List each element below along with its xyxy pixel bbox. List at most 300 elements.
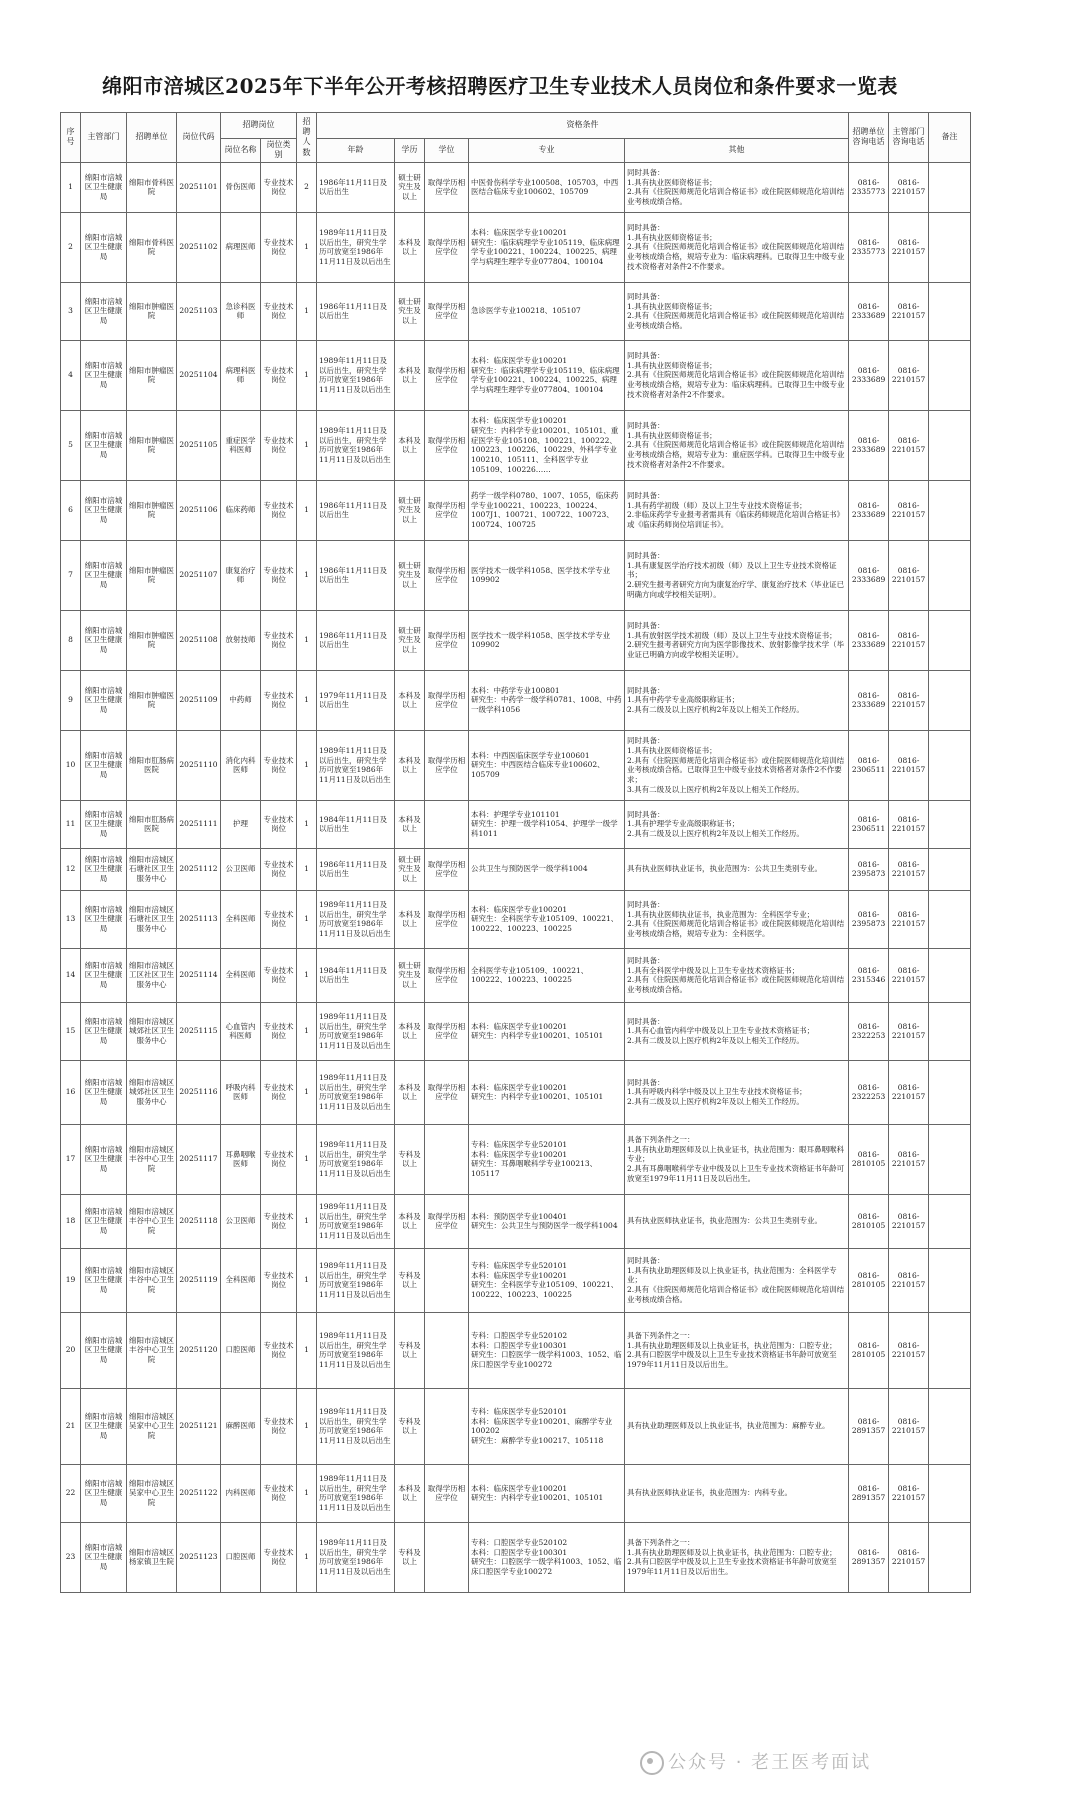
cell-count: 1 <box>297 340 317 410</box>
cell-code: 20251120 <box>177 1312 221 1388</box>
cell-degree: 取得学历相应学位 <box>425 1060 469 1124</box>
cell-dept-phone: 0816-2210157 <box>889 1388 929 1464</box>
cell-dept-phone: 0816-2210157 <box>889 1248 929 1312</box>
cell-unit: 绵阳市骨科医院 <box>127 162 177 212</box>
cell-age: 1989年11月11日及以后出生，研究生学历可放宽至1986年11月11日及以后出生 <box>317 1248 395 1312</box>
cell-unit-phone: 0816-2333689 <box>849 670 889 730</box>
cell-post-type: 专业技术岗位 <box>261 1002 297 1060</box>
cell-post-type: 专业技术岗位 <box>261 1312 297 1388</box>
cell-count: 1 <box>297 948 317 1002</box>
cell-edu: 硕士研究生及以上 <box>395 162 425 212</box>
cell-remark <box>929 948 971 1002</box>
cell-post-name: 口腔医师 <box>221 1522 261 1592</box>
cell-other: 同时具备： 1.具有执业医师资格证书； 2.具有《住院医师规范化培训合格证书》或住院医师规范化培训结业考核成绩合格。 <box>625 282 849 340</box>
cell-age: 1989年11月11日及以后出生，研究生学历可放宽至1986年11月11日及以后出生 <box>317 1060 395 1124</box>
cell-seq: 17 <box>61 1124 81 1194</box>
cell-major: 专科：口腔医学专业520102 本科：口腔医学专业100301 研究生：口腔医学一级学科1003、1052、临床口腔医学专业100272 <box>469 1522 625 1592</box>
cell-remark <box>929 1312 971 1388</box>
cell-post-type: 专业技术岗位 <box>261 212 297 282</box>
cell-post-name: 临床药师 <box>221 480 261 540</box>
cell-seq: 3 <box>61 282 81 340</box>
cell-edu: 本科及以上 <box>395 890 425 948</box>
cell-age: 1986年11月11日及以后出生 <box>317 162 395 212</box>
cell-post-name: 骨伤医师 <box>221 162 261 212</box>
cell-major: 本科：临床医学专业100201 研究生：内科学专业100201、105101 <box>469 1002 625 1060</box>
cell-code: 20251118 <box>177 1194 221 1248</box>
cell-degree: 取得学历相应学位 <box>425 848 469 890</box>
cell-dept: 绵阳市涪城区卫生健康局 <box>81 730 127 800</box>
header-unit-phone: 招聘单位咨询电话 <box>849 113 889 163</box>
cell-post-type: 专业技术岗位 <box>261 948 297 1002</box>
cell-major: 本科：护理学专业101101 研究生：护理一级学科1054、护理学一级学科1011 <box>469 800 625 848</box>
cell-degree: 取得学历相应学位 <box>425 340 469 410</box>
cell-count: 1 <box>297 890 317 948</box>
cell-edu: 专科及以上 <box>395 1124 425 1194</box>
page-title: 绵阳市涪城区2025年下半年公开考核招聘医疗卫生专业技术人员岗位和条件要求一览表 <box>102 74 898 98</box>
cell-seq: 21 <box>61 1388 81 1464</box>
cell-unit: 绵阳市肿瘤医院 <box>127 340 177 410</box>
cell-dept-phone: 0816-2210157 <box>889 670 929 730</box>
cell-dept: 绵阳市涪城区卫生健康局 <box>81 212 127 282</box>
cell-dept-phone: 0816-2210157 <box>889 730 929 800</box>
cell-dept-phone: 0816-2210157 <box>889 610 929 670</box>
header-seq: 序号 <box>61 113 81 163</box>
cell-edu: 本科及以上 <box>395 1464 425 1522</box>
cell-unit-phone: 0816-2333689 <box>849 610 889 670</box>
cell-remark <box>929 282 971 340</box>
cell-count: 1 <box>297 670 317 730</box>
cell-post-type: 专业技术岗位 <box>261 1194 297 1248</box>
cell-edu: 本科及以上 <box>395 800 425 848</box>
cell-edu: 专科及以上 <box>395 1388 425 1464</box>
cell-count: 1 <box>297 730 317 800</box>
cell-count: 1 <box>297 1060 317 1124</box>
cell-other: 同时具备： 1.具有呼吸内科学中级及以上卫生专业技术资格证书； 2.具有二级及以上医疗机构2年及以上相关工作经历。 <box>625 1060 849 1124</box>
cell-major: 本科：中药学专业100801 研究生：中药学一级学科0781、1008、中药一级学科1056 <box>469 670 625 730</box>
cell-count: 1 <box>297 1522 317 1592</box>
cell-count: 1 <box>297 1194 317 1248</box>
cell-edu: 本科及以上 <box>395 340 425 410</box>
cell-code: 20251101 <box>177 162 221 212</box>
cell-unit-phone: 0816-2333689 <box>849 540 889 610</box>
cell-age: 1989年11月11日及以后出生，研究生学历可放宽至1986年11月11日及以后出生 <box>317 890 395 948</box>
cell-age: 1986年11月11日及以后出生 <box>317 282 395 340</box>
cell-degree: 取得学历相应学位 <box>425 1002 469 1060</box>
table-row <box>61 162 971 212</box>
cell-seq: 8 <box>61 610 81 670</box>
cell-dept-phone: 0816-2210157 <box>889 1002 929 1060</box>
cell-seq: 14 <box>61 948 81 1002</box>
cell-unit: 绵阳市涪城区丰谷中心卫生院 <box>127 1124 177 1194</box>
cell-other: 具有执业医师执业证书，执业范围为：公共卫生类别专业。 <box>625 848 849 890</box>
cell-post-type: 专业技术岗位 <box>261 610 297 670</box>
cell-remark <box>929 1464 971 1522</box>
cell-edu: 本科及以上 <box>395 1060 425 1124</box>
cell-dept: 绵阳市涪城区卫生健康局 <box>81 1312 127 1388</box>
cell-degree: 取得学历相应学位 <box>425 610 469 670</box>
cell-dept-phone: 0816-2210157 <box>889 212 929 282</box>
header-other: 其他 <box>625 139 849 163</box>
cell-dept-phone: 0816-2210157 <box>889 410 929 480</box>
cell-edu: 本科及以上 <box>395 1002 425 1060</box>
cell-code: 20251104 <box>177 340 221 410</box>
cell-post-name: 消化内科医师 <box>221 730 261 800</box>
cell-dept: 绵阳市涪城区卫生健康局 <box>81 1522 127 1592</box>
cell-code: 20251122 <box>177 1464 221 1522</box>
cell-code: 20251105 <box>177 410 221 480</box>
cell-post-name: 全科医师 <box>221 1248 261 1312</box>
cell-unit: 绵阳市肿瘤医院 <box>127 610 177 670</box>
cell-remark <box>929 1060 971 1124</box>
cell-other: 同时具备： 1.具有放射医学技术初级（师）及以上卫生专业技术资格证书； 2.研究生报考者研究方向为医学影像技术、放射影像学技术学（毕业证已明确方向或学校相关证明）。 <box>625 610 849 670</box>
cell-unit: 绵阳市肿瘤医院 <box>127 410 177 480</box>
cell-dept-phone: 0816-2210157 <box>889 1194 929 1248</box>
cell-seq: 11 <box>61 800 81 848</box>
table-row <box>61 670 971 730</box>
cell-seq: 7 <box>61 540 81 610</box>
cell-unit-phone: 0816-2810105 <box>849 1248 889 1312</box>
cell-count: 1 <box>297 800 317 848</box>
header-code: 岗位代码 <box>177 113 221 163</box>
cell-unit: 绵阳市涪城区石塘社区卫生服务中心 <box>127 890 177 948</box>
cell-dept: 绵阳市涪城区卫生健康局 <box>81 540 127 610</box>
cell-other: 同时具备： 1.具有护理学专业高级职称证书； 2.具有二级及以上医疗机构2年及以上相关工作经历。 <box>625 800 849 848</box>
table-row <box>61 610 971 670</box>
cell-remark <box>929 890 971 948</box>
cell-remark <box>929 410 971 480</box>
cell-dept-phone: 0816-2210157 <box>889 1522 929 1592</box>
cell-post-name: 病理医师 <box>221 212 261 282</box>
cell-other: 具有执业医师执业证书，执业范围为：公共卫生类别专业。 <box>625 1194 849 1248</box>
cell-dept: 绵阳市涪城区卫生健康局 <box>81 890 127 948</box>
cell-unit-phone: 0816-2322253 <box>849 1060 889 1124</box>
cell-major: 公共卫生与预防医学一级学科1004 <box>469 848 625 890</box>
cell-remark <box>929 540 971 610</box>
cell-seq: 12 <box>61 848 81 890</box>
cell-post-type: 专业技术岗位 <box>261 480 297 540</box>
cell-count: 1 <box>297 1002 317 1060</box>
cell-seq: 19 <box>61 1248 81 1312</box>
cell-code: 20251106 <box>177 480 221 540</box>
cell-post-name: 心血管内科医师 <box>221 1002 261 1060</box>
cell-other: 同时具备： 1.具有康复医学治疗技术初级（师）及以上卫生专业技术资格证书； 2.研究生报考者研究方向为康复治疗学、康复治疗技术（毕业证已明确方向或学校相关证明）。 <box>625 540 849 610</box>
cell-remark <box>929 1522 971 1592</box>
cell-dept-phone: 0816-2210157 <box>889 540 929 610</box>
cell-age: 1989年11月11日及以后出生，研究生学历可放宽至1986年11月11日及以后出生 <box>317 212 395 282</box>
table-row <box>61 800 971 848</box>
cell-post-name: 公卫医师 <box>221 848 261 890</box>
header-dept: 主管部门 <box>81 113 127 163</box>
table-row <box>61 890 971 948</box>
table-row <box>61 1522 971 1592</box>
cell-age: 1984年11月11日及以后出生 <box>317 800 395 848</box>
cell-seq: 18 <box>61 1194 81 1248</box>
cell-age: 1986年11月11日及以后出生 <box>317 540 395 610</box>
cell-unit-phone: 0816-2891357 <box>849 1464 889 1522</box>
cell-unit: 绵阳市涪城区工区社区卫生服务中心 <box>127 948 177 1002</box>
cell-unit-phone: 0816-2395873 <box>849 890 889 948</box>
cell-dept-phone: 0816-2210157 <box>889 480 929 540</box>
cell-dept: 绵阳市涪城区卫生健康局 <box>81 410 127 480</box>
header-post-type: 岗位类别 <box>261 139 297 163</box>
cell-unit: 绵阳市涪城区石塘社区卫生服务中心 <box>127 848 177 890</box>
cell-major: 医学技术一级学科1058、医学技术学专业109902 <box>469 610 625 670</box>
cell-seq: 2 <box>61 212 81 282</box>
table-row <box>61 1194 971 1248</box>
cell-post-type: 专业技术岗位 <box>261 540 297 610</box>
cell-post-name: 病理科医师 <box>221 340 261 410</box>
cell-degree: 取得学历相应学位 <box>425 162 469 212</box>
cell-code: 20251117 <box>177 1124 221 1194</box>
cell-count: 2 <box>297 162 317 212</box>
watermark-text: 公众号 · 老王医考面试 <box>668 1752 872 1773</box>
cell-degree <box>425 800 469 848</box>
cell-edu: 本科及以上 <box>395 670 425 730</box>
cell-dept-phone: 0816-2210157 <box>889 890 929 948</box>
cell-dept: 绵阳市涪城区卫生健康局 <box>81 1194 127 1248</box>
cell-post-name: 耳鼻咽喉医师 <box>221 1124 261 1194</box>
cell-count: 1 <box>297 540 317 610</box>
cell-edu: 本科及以上 <box>395 730 425 800</box>
cell-post-name: 麻醉医师 <box>221 1388 261 1464</box>
table-row <box>61 540 971 610</box>
cell-code: 20251114 <box>177 948 221 1002</box>
cell-unit: 绵阳市涪城区丰谷中心卫生院 <box>127 1248 177 1312</box>
cell-major: 本科：临床医学专业100201 研究生：内科学专业100201、105101 <box>469 1464 625 1522</box>
cell-other: 同时具备： 1.具有执业医师资格证书； 2.具有《住院医师规范化培训合格证书》或住院医师规范化培训结业考核成绩合格。 <box>625 162 849 212</box>
cell-degree: 取得学历相应学位 <box>425 1464 469 1522</box>
cell-post-name: 重症医学科医师 <box>221 410 261 480</box>
cell-unit: 绵阳市肿瘤医院 <box>127 480 177 540</box>
cell-seq: 16 <box>61 1060 81 1124</box>
header-req-group: 资格条件 <box>317 113 849 139</box>
cell-code: 20251119 <box>177 1248 221 1312</box>
cell-remark <box>929 730 971 800</box>
cell-major: 专科：口腔医学专业520102 本科：口腔医学专业100301 研究生：口腔医学一级学科1003、1052、临床口腔医学专业100272 <box>469 1312 625 1388</box>
cell-remark <box>929 610 971 670</box>
cell-post-name: 全科医师 <box>221 890 261 948</box>
cell-major: 专科：临床医学专业520101 本科：临床医学专业100201 研究生：耳鼻咽喉科学专业100213、105117 <box>469 1124 625 1194</box>
cell-seq: 22 <box>61 1464 81 1522</box>
table-row <box>61 1124 971 1194</box>
cell-degree: 取得学历相应学位 <box>425 730 469 800</box>
cell-degree: 取得学历相应学位 <box>425 480 469 540</box>
header-age: 年龄 <box>317 139 395 163</box>
cell-seq: 15 <box>61 1002 81 1060</box>
cell-code: 20251123 <box>177 1522 221 1592</box>
cell-age: 1989年11月11日及以后出生，研究生学历可放宽至1986年11月11日及以后出生 <box>317 1522 395 1592</box>
cell-age: 1986年11月11日及以后出生 <box>317 610 395 670</box>
cell-unit: 绵阳市涪城区吴家中心卫生院 <box>127 1388 177 1464</box>
cell-degree: 取得学历相应学位 <box>425 890 469 948</box>
cell-seq: 13 <box>61 890 81 948</box>
cell-count: 1 <box>297 410 317 480</box>
cell-other: 具有执业医师执业证书，执业范围为：内科专业。 <box>625 1464 849 1522</box>
cell-major: 本科：中西医临床医学专业100601 研究生：中西医结合临床专业100602、105709 <box>469 730 625 800</box>
cell-post-type: 专业技术岗位 <box>261 800 297 848</box>
cell-major: 本科：临床医学专业100201 研究生：临床病理学专业105119、临床病理学专业100221、100224、100225、病理学与病理生理学专业077804、100104 <box>469 340 625 410</box>
cell-dept: 绵阳市涪城区卫生健康局 <box>81 480 127 540</box>
cell-other: 同时具备： 1.具有中药学专业高级职称证书； 2.具有二级及以上医疗机构2年及以上相关工作经历。 <box>625 670 849 730</box>
cell-unit-phone: 0816-2395873 <box>849 848 889 890</box>
cell-major: 本科：临床医学专业100201 研究生：内科学专业100201、105101 <box>469 1060 625 1124</box>
cell-dept: 绵阳市涪城区卫生健康局 <box>81 340 127 410</box>
cell-other: 同时具备： 1.具有心血管内科学中级及以上卫生专业技术资格证书； 2.具有二级及以上医疗机构2年及以上相关工作经历。 <box>625 1002 849 1060</box>
cell-dept: 绵阳市涪城区卫生健康局 <box>81 948 127 1002</box>
cell-remark <box>929 480 971 540</box>
cell-unit-phone: 0816-2333689 <box>849 340 889 410</box>
cell-age: 1989年11月11日及以后出生，研究生学历可放宽至1986年11月11日及以后出生 <box>317 1312 395 1388</box>
cell-unit: 绵阳市肿瘤医院 <box>127 282 177 340</box>
cell-code: 20251111 <box>177 800 221 848</box>
cell-unit-phone: 0816-2810105 <box>849 1194 889 1248</box>
recruitment-table <box>60 112 971 1593</box>
header-degree: 学位 <box>425 139 469 163</box>
table-row <box>61 1388 971 1464</box>
cell-unit: 绵阳市涪城区吴家中心卫生院 <box>127 1464 177 1522</box>
cell-post-type: 专业技术岗位 <box>261 282 297 340</box>
cell-post-type: 专业技术岗位 <box>261 340 297 410</box>
cell-count: 1 <box>297 1312 317 1388</box>
cell-age: 1989年11月11日及以后出生，研究生学历可放宽至1986年11月11日及以后出生 <box>317 410 395 480</box>
cell-other: 具备下列条件之一： 1.具有执业助理医师及以上执业证书，执业范围为：口腔专业； 2.具有口腔医学中级及以上卫生专业技术资格证书年龄可放宽至1979年11月11日及以后出生。 <box>625 1312 849 1388</box>
cell-remark <box>929 670 971 730</box>
cell-seq: 23 <box>61 1522 81 1592</box>
cell-remark <box>929 340 971 410</box>
cell-major: 药学一级学科0780、1007、1055，临床药学专业100221、100223、100224、1007J1、100721、100722、100723、100724、100725 <box>469 480 625 540</box>
cell-degree <box>425 1124 469 1194</box>
cell-edu: 本科及以上 <box>395 212 425 282</box>
cell-count: 1 <box>297 212 317 282</box>
header-unit: 招聘单位 <box>127 113 177 163</box>
cell-major: 急诊医学专业100218、105107 <box>469 282 625 340</box>
cell-code: 20251103 <box>177 282 221 340</box>
cell-post-type: 专业技术岗位 <box>261 1060 297 1124</box>
cell-edu: 硕士研究生及以上 <box>395 610 425 670</box>
cell-post-name: 全科医师 <box>221 948 261 1002</box>
cell-remark <box>929 212 971 282</box>
cell-seq: 4 <box>61 340 81 410</box>
cell-dept: 绵阳市涪城区卫生健康局 <box>81 1124 127 1194</box>
cell-other: 同时具备： 1.具有执业助理医师及以上执业证书，执业范围为：全科医学专业； 2.具有《住院医师规范化培训合格证书》或住院医师规范化培训结业考核成绩合格。 <box>625 1248 849 1312</box>
header-major: 专业 <box>469 139 625 163</box>
cell-code: 20251107 <box>177 540 221 610</box>
cell-code: 20251113 <box>177 890 221 948</box>
cell-age: 1984年11月11日及以后出生 <box>317 948 395 1002</box>
cell-other: 同时具备： 1.具有药学初级（师）及以上卫生专业技术资格证书； 2.非临床药学专业报考者需具有《临床药师规范化培训合格证书》或《临床药师岗位培训证书》。 <box>625 480 849 540</box>
cell-major: 医学技术一级学科1058、医学技术学专业109902 <box>469 540 625 610</box>
table-body <box>61 162 971 1592</box>
header-remark: 备注 <box>929 113 971 163</box>
cell-unit: 绵阳市涪城区丰谷中心卫生院 <box>127 1312 177 1388</box>
cell-dept: 绵阳市涪城区卫生健康局 <box>81 610 127 670</box>
cell-other: 同时具备： 1.具有执业医师执业证书，执业范围为：全科医学专业； 2.具有《住院医师规范化培训合格证书》或住院医师规范化培训结业考核成绩合格，规培专业为：全科医学。 <box>625 890 849 948</box>
cell-dept-phone: 0816-2210157 <box>889 162 929 212</box>
cell-remark <box>929 162 971 212</box>
cell-unit: 绵阳市涪城区杨家镇卫生院 <box>127 1522 177 1592</box>
cell-other: 同时具备： 1.具有执业医师资格证书； 2.具有《住院医师规范化培训合格证书》或住院医师规范化培训结业考核成绩合格。已取得卫生中级专业技术资格者对条件2不作要求； 3.具有二级及以上医疗机构2年及以上相关工作经历。 <box>625 730 849 800</box>
cell-degree: 取得学历相应学位 <box>425 540 469 610</box>
cell-degree: 取得学历相应学位 <box>425 1194 469 1248</box>
cell-dept: 绵阳市涪城区卫生健康局 <box>81 1002 127 1060</box>
table-row <box>61 480 971 540</box>
cell-unit-phone: 0816-2335773 <box>849 212 889 282</box>
header-dept-phone: 主管部门咨询电话 <box>889 113 929 163</box>
cell-unit-phone: 0816-2315346 <box>849 948 889 1002</box>
table-row <box>61 1002 971 1060</box>
cell-other: 同时具备： 1.具有执业医师资格证书； 2.具有《住院医师规范化培训合格证书》或住院医师规范化培训结业考核成绩合格，规培专业为：临床病理科。已取得卫生中级专业技术资格者对条件2不作要求。 <box>625 340 849 410</box>
cell-major: 专科：临床医学专业520101 本科：临床医学专业100201、麻醉学专业100202 研究生：麻醉学专业100217、105118 <box>469 1388 625 1464</box>
cell-edu: 硕士研究生及以上 <box>395 540 425 610</box>
cell-age: 1989年11月11日及以后出生，研究生学历可放宽至1986年11月11日及以后出生 <box>317 730 395 800</box>
cell-major: 专科：临床医学专业520101 本科：临床医学专业100201 研究生：全科医学专业105109、100221、100222、100223、100225 <box>469 1248 625 1312</box>
cell-age: 1979年11月11日及以后出生 <box>317 670 395 730</box>
cell-edu: 专科及以上 <box>395 1522 425 1592</box>
cell-age: 1989年11月11日及以后出生，研究生学历可放宽至1986年11月11日及以后出生 <box>317 1124 395 1194</box>
cell-remark <box>929 848 971 890</box>
cell-dept-phone: 0816-2210157 <box>889 1312 929 1388</box>
cell-major: 本科：临床医学专业100201 研究生：临床病理学专业105119、临床病理学专业100221、100224、100225、病理学与病理生理学专业077804、100104 <box>469 212 625 282</box>
cell-code: 20251108 <box>177 610 221 670</box>
cell-post-name: 急诊科医师 <box>221 282 261 340</box>
cell-post-name: 放射技师 <box>221 610 261 670</box>
cell-unit: 绵阳市涪城区丰谷中心卫生院 <box>127 1194 177 1248</box>
cell-dept-phone: 0816-2210157 <box>889 1464 929 1522</box>
cell-unit-phone: 0816-2333689 <box>849 410 889 480</box>
cell-degree <box>425 1248 469 1312</box>
cell-unit-phone: 0816-2333689 <box>849 480 889 540</box>
cell-other: 具备下列条件之一： 1.具有执业助理医师及以上执业证书，执业范围为：口腔专业； 2.具有口腔医学中级及以上卫生专业技术资格证书年龄可放宽至1979年11月11日及以后出生。 <box>625 1522 849 1592</box>
cell-other: 具备下列条件之一： 1.具有执业助理医师及以上执业证书，执业范围为：眼耳鼻咽喉科专业； 2.具有耳鼻咽喉科学专业中级及以上卫生专业技术资格证书年龄可放宽至1979年11月11日及以后出生。 <box>625 1124 849 1194</box>
cell-post-name: 护理 <box>221 800 261 848</box>
table-row <box>61 1060 971 1124</box>
cell-post-type: 专业技术岗位 <box>261 410 297 480</box>
cell-post-type: 专业技术岗位 <box>261 162 297 212</box>
cell-unit: 绵阳市肛肠病医院 <box>127 800 177 848</box>
cell-other: 同时具备： 1.具有执业医师资格证书； 2.具有《住院医师规范化培训合格证书》或住院医师规范化培训结业考核成绩合格，规培专业为：重症医学科。已取得卫生中级专业技术资格者对条件2不作要求。 <box>625 410 849 480</box>
cell-dept: 绵阳市涪城区卫生健康局 <box>81 1464 127 1522</box>
cell-post-name: 呼吸内科医师 <box>221 1060 261 1124</box>
cell-count: 1 <box>297 1464 317 1522</box>
cell-post-type: 专业技术岗位 <box>261 1464 297 1522</box>
cell-dept: 绵阳市涪城区卫生健康局 <box>81 670 127 730</box>
cell-dept-phone: 0816-2210157 <box>889 800 929 848</box>
cell-dept: 绵阳市涪城区卫生健康局 <box>81 848 127 890</box>
cell-remark <box>929 1124 971 1194</box>
cell-dept-phone: 0816-2210157 <box>889 340 929 410</box>
cell-count: 1 <box>297 480 317 540</box>
cell-remark <box>929 1002 971 1060</box>
cell-edu: 专科及以上 <box>395 1312 425 1388</box>
cell-edu: 硕士研究生及以上 <box>395 480 425 540</box>
cell-unit-phone: 0816-2891357 <box>849 1388 889 1464</box>
cell-dept: 绵阳市涪城区卫生健康局 <box>81 162 127 212</box>
table-row <box>61 1248 971 1312</box>
cell-age: 1989年11月11日及以后出生，研究生学历可放宽至1986年11月11日及以后出生 <box>317 340 395 410</box>
header-count: 招聘人数 <box>297 113 317 163</box>
cell-age: 1989年11月11日及以后出生，研究生学历可放宽至1986年11月11日及以后出生 <box>317 1388 395 1464</box>
cell-count: 1 <box>297 1124 317 1194</box>
cell-dept-phone: 0816-2210157 <box>889 282 929 340</box>
cell-remark <box>929 1388 971 1464</box>
cell-major: 本科：临床医学专业100201 研究生：内科学专业100201、105101、重症医学专业105108、100221、100222、100223、100226、100229、外科学专业100210、105111、全科医学专业105109、100226…… <box>469 410 625 480</box>
cell-degree <box>425 1312 469 1388</box>
cell-edu: 本科及以上 <box>395 1194 425 1248</box>
cell-dept: 绵阳市涪城区卫生健康局 <box>81 1388 127 1464</box>
wechat-official-account-icon <box>640 1751 664 1775</box>
cell-seq: 1 <box>61 162 81 212</box>
cell-dept-phone: 0816-2210157 <box>889 1124 929 1194</box>
